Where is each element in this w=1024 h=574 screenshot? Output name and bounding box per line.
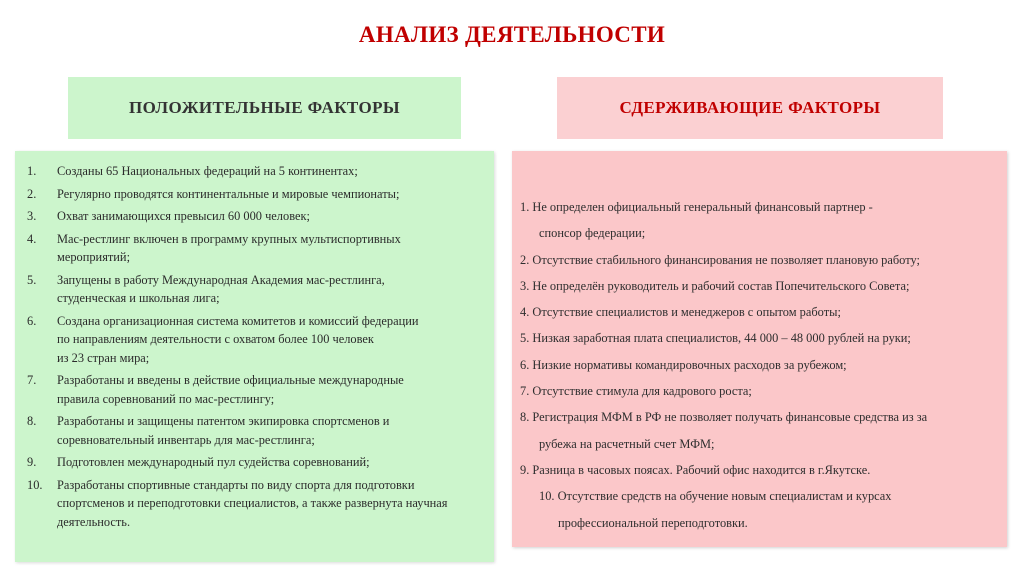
item-number: 6. [27,313,37,328]
list-item [520,247,999,273]
positive-factors-header-label: ПОЛОЖИТЕЛЬНЫЕ ФАКТОРЫ [129,98,400,117]
item-text: Регулярно проводятся континентальные и мировые чемпионаты; [57,186,400,201]
item-text: 4. Отсутствие специалистов и менеджеров с опытом работы; [520,305,841,320]
item-number: 5. [27,272,37,287]
item-text: 9. Разница в часовых поясах. Рабочий офис находится в г.Якутске. [520,462,871,477]
list-item [520,194,999,247]
item-number: 4. [27,231,37,246]
item-text: Разработаны и введены в действие официальные международные правила соревнований по мас-рестлингу; [57,373,404,406]
list-item [520,404,999,457]
item-text: 2. Отсутствие стабильного финансирования не позволяет плановую работу; [520,252,920,267]
list-item [520,378,999,404]
item-number: 7. [27,373,37,387]
list-item [27,476,486,532]
restraining-factors-header [557,77,943,139]
list-item [520,325,999,351]
item-number: 3. [27,209,37,223]
item-text: 5. Низкая заработная плата специалистов, 44 000 – 48 000 рублей на руки; [520,331,911,346]
positive-factors-list [27,162,486,531]
list-item [520,352,999,378]
item-text: 10. Отсутствие средств на обучение новым специалистам и курсах [539,489,892,504]
item-number: 2. [27,186,37,201]
item-text: 7. Отсутствие стимула для кадрового роста; [520,384,752,399]
item-text: Разработаны и защищены патентом экипировка спортсменов и соревновательный инвентарь для мас-рестлинга; [57,414,390,447]
list-item [27,371,486,408]
list-item [27,271,486,308]
item-text: 1. Не определен официальный генеральный финансовый партнер - [520,200,873,214]
list-item [27,453,486,472]
item-text: Разработаны спортивные стандарты по виду спорта для подготовки спортсменов и переподготовки специалистов, а также развернута научная деятельность. [57,477,448,529]
item-number: 9. [27,455,37,469]
page-title: АНАЛИЗ ДЕЯТЕЛЬНОСТИ [358,22,666,47]
item-text: 8. Регистрация МФМ в РФ не позволяет получать финансовые средства из за [520,410,928,425]
list-item [520,273,999,299]
item-number: 8. [27,414,37,428]
item-text: 3. Не определён руководитель и рабочий состав Попечительского Совета; [520,278,910,293]
list-item [27,207,486,226]
item-text: 6. Низкие нормативы командировочных расходов за рубежом; [520,357,847,372]
positive-factors-header [68,77,461,139]
positive-factors-panel [15,151,494,562]
item-number: 10. [27,477,43,492]
item-text: Подготовлен международный пул судейства соревнований; [57,455,370,469]
item-text: Мас-рестлинг включен в программу крупных мультиспортивных мероприятий; [57,231,401,264]
list-item [27,412,486,449]
list-item [27,230,486,267]
list-item [520,483,999,536]
list-item [27,185,486,204]
item-text: Создана организационная система комитетов и комиссий федерации по направлениям деятельности с охватом более 100 человек из 23 стран мира; [57,313,419,365]
item-text: Запущены в работу Международная Академия мас-рестлинга, студенческая и школьная лига; [57,272,385,305]
restraining-factors-panel [512,151,1007,547]
restraining-factors-header-label: СДЕРЖИВАЮЩИЕ ФАКТОРЫ [619,98,881,117]
list-item [27,162,486,181]
item-text-continuation: рубежа на расчетный счет МФМ; [539,436,715,451]
item-text: Охват занимающихся превысил 60 000 человек; [57,209,310,223]
list-item [27,312,486,368]
list-item [520,299,999,325]
restraining-factors-list [520,194,999,536]
item-text-continuation: спонсор федерации; [539,226,646,241]
item-text: Созданы 65 Национальных федераций на 5 континентах; [57,164,358,178]
list-item [520,457,999,483]
item-number: 1. [27,164,37,178]
item-text-continuation: профессиональной переподготовки. [558,515,748,530]
